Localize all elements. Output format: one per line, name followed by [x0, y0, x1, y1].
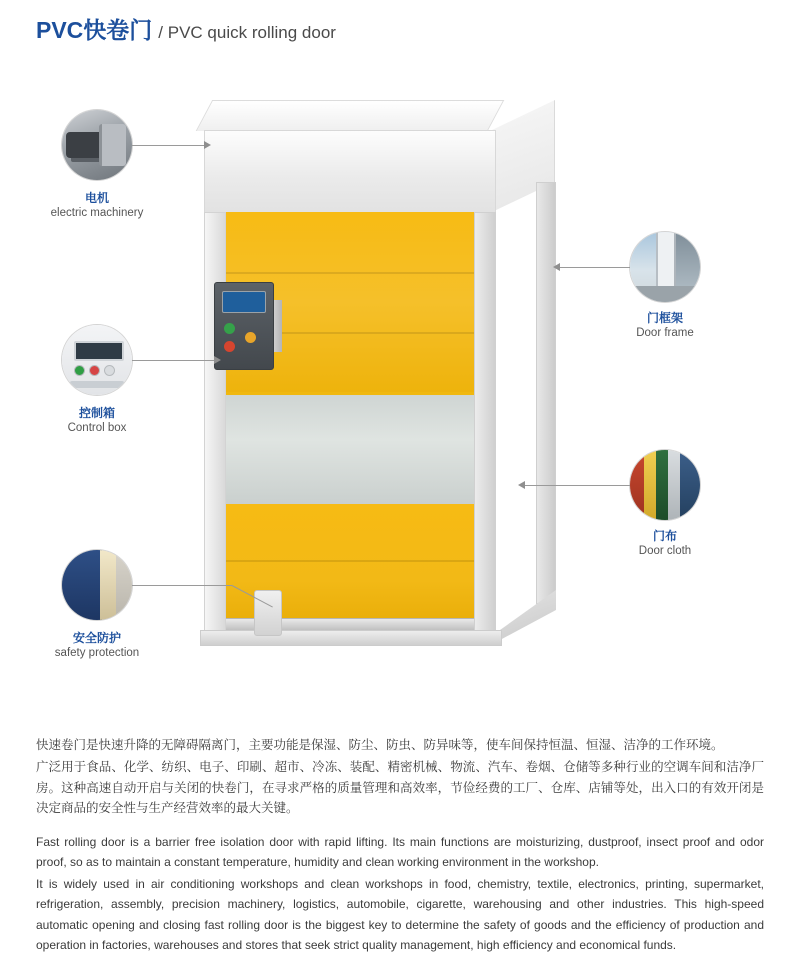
door-floor-bar [200, 630, 502, 646]
callout-label-door-cloth [590, 528, 740, 560]
description-en-paragraph-1: Fast rolling door is a barrier free isolation door with rapid lifting. Its main functions are moisturizing, dustproof, insect proof and odor proof, so as to maintain a constant temperature, humidity and clean working environment in the workshop. [36, 835, 764, 870]
callout-thumb-door-frame [630, 232, 700, 302]
cloth-roll-green [656, 450, 668, 520]
cloth-roll-white [668, 450, 680, 520]
callout-label-cn: 安全防护 [72, 631, 121, 645]
safety-column [100, 550, 116, 620]
callout-arrow-electric-machinery [204, 141, 211, 149]
door-hood-top [196, 100, 504, 131]
door-rail-right [474, 212, 496, 634]
door-cloth-photo [630, 450, 700, 520]
callout-label-cn: 电机 [84, 191, 109, 205]
control-box-screen [74, 341, 124, 361]
curtain-seam [224, 272, 474, 274]
callout-thumb-door-cloth [630, 450, 700, 520]
callout-label-cn: 门框架 [646, 311, 683, 325]
callout-label-control-box [22, 405, 172, 437]
page-header [36, 12, 336, 45]
control-panel-red-button [224, 341, 235, 352]
door-hood-front [204, 130, 496, 214]
page-title-en: / PVC quick rolling door [158, 23, 336, 42]
description-en-paragraph-2: It is widely used in air conditioning workshops and clean workshops in food, chemistry, textile, electronics, printing, supermarket, refrigeration, assembly, precision machinery, logistics, automobile, cigarette, warehousing and other industries. This high-speed automatic opening and closing fast rolling door is the biggest key to determine the safety of goods and the efficiency of production and operation in factories, warehouses and stores that seek strict quality management, high efficiency and economical funds. [36, 877, 764, 952]
description-cn-paragraph-1: 快速卷门是快速升降的无障碍隔离门，主要功能是保湿、防尘、防虫、防异味等，使车间保持恒温、恒湿、洁净的工作环境。 [36, 738, 724, 752]
callout-label-en: Door frame [636, 327, 694, 340]
callout-thumb-safety-protection [62, 550, 132, 620]
control-box-photo [62, 325, 132, 395]
callout-line-electric-machinery [132, 145, 204, 146]
callout-label-en: safety protection [54, 647, 140, 660]
callout-arrow-door-cloth [518, 481, 525, 489]
door-frame-floor [630, 286, 700, 302]
callout-label-safety-protection [22, 630, 172, 662]
callout-label-electric-machinery [22, 190, 172, 222]
rolling-door-illustration [196, 90, 596, 690]
door-control-panel [214, 282, 274, 370]
product-diagram [0, 60, 800, 720]
callout-thumb-control-box [62, 325, 132, 395]
callout-arrow-door-frame [553, 263, 560, 271]
door-rail-back [536, 182, 556, 604]
description-block [36, 735, 764, 957]
callout-arrow-control-box [214, 356, 221, 364]
cloth-roll-yellow [644, 450, 656, 520]
callout-label-en: Control box [67, 422, 127, 435]
door-curtain-window [224, 392, 474, 510]
description-cn [36, 735, 764, 818]
control-box-button-green [74, 365, 85, 376]
safety-blue-panel [62, 550, 102, 620]
door-frame-photo [630, 232, 700, 302]
description-en [36, 832, 764, 955]
callout-line-control-box [132, 360, 214, 361]
safety-protection-photo [62, 550, 132, 620]
callout-line-door-frame [560, 267, 630, 268]
cloth-roll-blue [680, 450, 700, 520]
control-panel-green-button [224, 323, 235, 334]
curtain-seam [224, 560, 474, 562]
control-box-base [70, 381, 124, 388]
callout-thumb-electric-machinery [62, 110, 132, 180]
callout-label-cn: 控制箱 [78, 406, 115, 420]
callout-label-door-frame [590, 310, 740, 342]
callout-label-en: Door cloth [638, 545, 692, 558]
callout-line-door-cloth [525, 485, 630, 486]
control-box-button-red [89, 365, 100, 376]
callout-label-cn: 门布 [652, 529, 677, 543]
control-box-button-grey [104, 365, 115, 376]
page-title-cn: PVC快卷门 [36, 17, 153, 43]
callout-line-safety-protection [132, 585, 232, 586]
cloth-roll-red [630, 450, 644, 520]
door-floor-back [500, 590, 556, 640]
door-rail-left [204, 212, 226, 634]
callout-label-en: electric machinery [50, 207, 144, 220]
description-cn-paragraph-2: 广泛用于食品、化学、纺织、电子、印刷、超市、冷冻、装配、精密机械、物流、汽车、卷烟、仓储等多种行业的空调车间和洁净厂房。这种高速自动开启与关闭的快卷门，在寻求严格的质量管理和高效率，节俭经费的工厂、仓库、店铺等处，出入口的有效开闭是决定商品的安全性与生产经营效率的最大关键。 [36, 760, 764, 815]
motor-photo [62, 110, 132, 180]
door-safety-sensor [254, 590, 282, 636]
control-panel-yellow-button [245, 332, 256, 343]
control-panel-screen [222, 291, 266, 313]
